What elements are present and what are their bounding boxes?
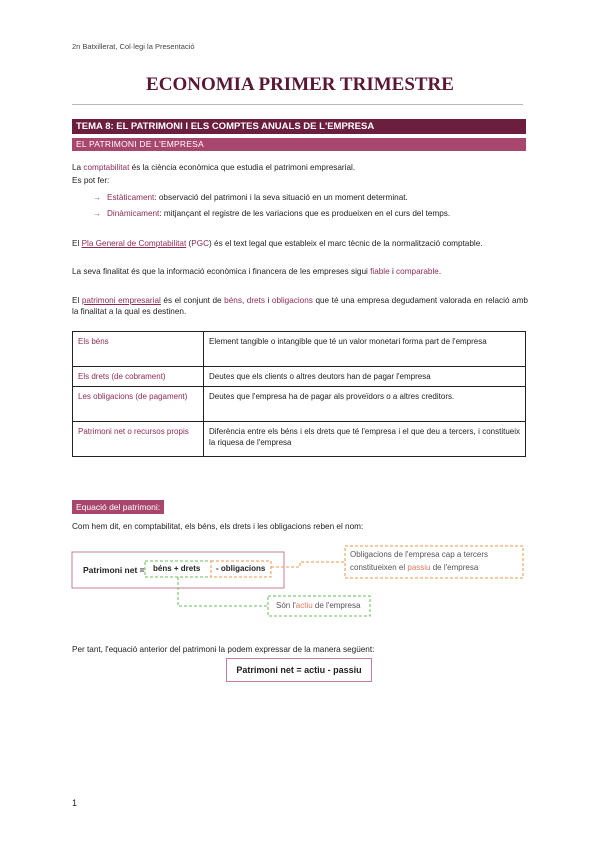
term-patrimoni: patrimoni empresarial	[81, 296, 161, 305]
equation-intro: Com hem dit, en comptabilitat, els béns, els drets i les obligacions reben el nom:	[72, 522, 364, 531]
table-row	[73, 367, 526, 387]
term-passiu: passiu	[407, 563, 431, 572]
term-obligacions: obligacions	[271, 296, 313, 305]
table-row	[73, 332, 526, 367]
text-fragment: (	[186, 239, 192, 248]
final-equation: Patrimoni net = actiu - passiu	[226, 658, 372, 682]
table-cell-term: Els béns	[73, 332, 204, 367]
equation-lhs: Patrimoni net =	[83, 565, 145, 575]
text-fragment: ,	[241, 296, 247, 305]
text-fragment: constitueixen el	[350, 563, 408, 572]
term-fiable: fiable	[370, 267, 390, 276]
equation-conclusion: Per tant, l'equació anterior del patrimoni la podem expressar de la manera següent:	[72, 645, 375, 654]
arrow-right-icon: →	[93, 209, 101, 218]
intro-paragraph	[72, 162, 355, 173]
table-row	[73, 387, 526, 422]
bullet-text: : observació del patrimoni i la seva situació en un moment determinat.	[154, 193, 408, 202]
bullet-term: Dinàmicament	[107, 209, 160, 218]
text-fragment: .	[438, 267, 442, 276]
term-pgc: Pla General de Comptabilitat	[81, 239, 187, 248]
table-row	[73, 422, 526, 457]
text-fragment: de l'empresa	[430, 563, 479, 572]
text-fragment: ) és el text legal que estableix el marc tècnic de la normalització comptable.	[209, 239, 483, 248]
text-fragment: i	[264, 296, 272, 305]
table-cell-desc: Deutes que l'empresa ha de pagar als proveïdors o a altres creditors.	[204, 387, 526, 422]
text-fragment: La seva finalitat és que la informació econòmica i financera de les empreses sigui	[72, 267, 371, 276]
term-actiu: actiu	[295, 601, 313, 610]
equation-bens-drets: béns + drets	[153, 564, 201, 573]
pgc-finality	[72, 266, 441, 277]
document-title: ECONOMIA PRIMER TRIMESTRE	[146, 74, 454, 95]
intro-line-2: Es pot fer:	[72, 176, 110, 185]
bullet-item	[93, 192, 408, 203]
text-fragment: El	[72, 296, 82, 305]
table-cell-term: Les obligacions (de pagament)	[73, 387, 204, 422]
text-fragment: La	[72, 163, 84, 172]
table-cell-desc: Deutes que els clients o altres deutors han de pagar l'empresa	[204, 367, 526, 387]
page-number: 1	[72, 798, 78, 808]
text-fragment: i	[389, 267, 397, 276]
bullet-text: : mitjançant el registre de les variacions que es produeixen en el curs del temps.	[159, 209, 451, 218]
patrimoni-paragraph	[72, 295, 528, 317]
term-bens: béns	[224, 296, 242, 305]
liabilities-note-line2	[350, 563, 478, 572]
term-pgc-abbr: PGC	[191, 239, 210, 248]
equation-label: Equació del patrimoni:	[72, 500, 164, 514]
text-fragment: de l'empresa	[312, 601, 361, 610]
text-fragment: El	[72, 239, 82, 248]
term-comparable: comparable	[396, 267, 439, 276]
text-fragment: és el conjunt de	[160, 296, 225, 305]
table-cell-desc: Diferència entre els béns i els drets que té l'empresa i el que deu a tercers, i constitueix la riquesa de l'empresa	[204, 422, 526, 457]
liabilities-note-line1: Obligacions de l'empresa cap a tercers	[350, 550, 489, 559]
header-note: 2n Batxillerat, Col·legi la Presentació	[72, 42, 195, 51]
bullet-item	[93, 208, 450, 219]
arrow-right-icon: →	[93, 193, 101, 202]
table-cell-term: Els drets (de cobrament)	[73, 367, 204, 387]
text-fragment: Són l'	[276, 601, 296, 610]
title-divider	[72, 104, 523, 105]
assets-note	[276, 601, 360, 610]
text-fragment: que té una empresa degudament valorada en relació amb la finalitat a la qual es destinen.	[72, 296, 528, 316]
equation-obligacions: - obligacions	[216, 564, 266, 573]
assets-connector	[178, 577, 268, 606]
definitions-table	[72, 331, 526, 457]
subsection-heading: EL PATRIMONI DE L'EMPRESA	[72, 138, 526, 151]
liabilities-connector	[271, 562, 345, 567]
term-drets: drets	[246, 296, 265, 305]
bullet-term: Estàticament	[107, 193, 155, 202]
section-heading: TEMA 8: EL PATRIMONI I ELS COMPTES ANUALS DE L'EMPRESA	[72, 119, 526, 134]
term-comptabilitat: comptabilitat	[83, 163, 130, 172]
table-cell-term: Patrimoni net o recursos propis	[73, 422, 204, 457]
pgc-paragraph	[72, 238, 528, 249]
text-fragment: és la ciència econòmica que estudia el patrimoni empresarial.	[129, 163, 356, 172]
table-cell-desc: Element tangible o intangible que té un valor monetari forma part de l'empresa	[204, 332, 526, 367]
